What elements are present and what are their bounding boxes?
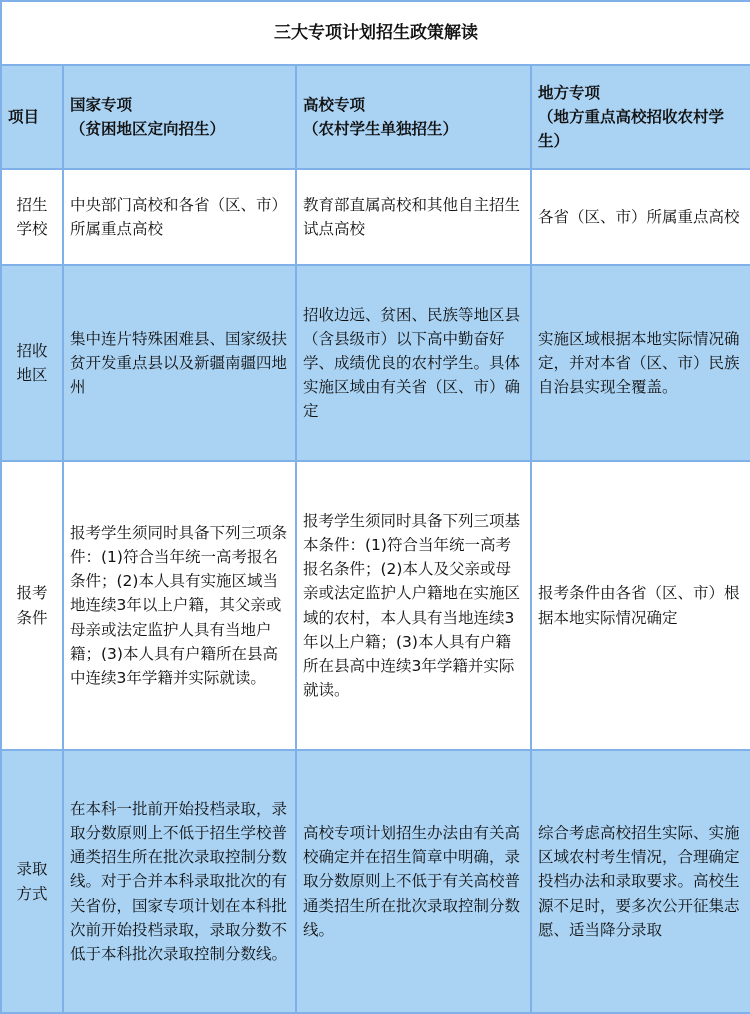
header-item-text: 项目 [8, 107, 40, 126]
table-row [1, 169, 750, 265]
cell-national: 报考学生须同时具备下列三项条件：(1)符合当年统一高考报名条件；(2)本人具有实施区域当地连续3年以上户籍，其父亲或母亲或法定监护人具有当地户籍；(3)本人具有户籍所在县高中连续3年学籍并实际就读。 [63, 461, 296, 750]
cell-national: 中央部门高校和各省（区、市）所属重点高校 [63, 169, 296, 265]
cell-local: 综合考虑高校招生实际、实施区域农村考生情况，合理确定投档办法和录取要求。高校生源不足时，要多次公开征集志愿、适当降分录取 [531, 750, 750, 1013]
cell-local: 各省（区、市）所属重点高校 [531, 169, 750, 265]
cell-college: 教育部直属高校和其他自主招生试点高校 [296, 169, 531, 265]
cell-college: 招收边远、贫困、民族等地区县（含县级市）以下高中勤奋好学、成绩优良的农村学生。具体实施区域由有关省（区、市）确定 [296, 265, 531, 461]
cell-national: 在本科一批前开始投档录取，录取分数原则上不低于招生学校普通类招生所在批次录取控制分数线。对于合并本科录取批次的有关省份，国家专项计划在本科批次前开始投档录取，录取分数不低于本科批次录取控制分数线。 [63, 750, 296, 1013]
cell-college: 报考学生须同时具备下列三项基本条件：(1)符合当年统一高考报名条件；(2)本人及父亲或母亲或法定监护人户籍地在实施区域的农村，本人具有当地连续3年以上户籍；(3)本人具有户籍所在县高中连续3年学籍并实际就读。 [296, 461, 531, 750]
table-title: 三大专项计划招生政策解读 [1, 1, 750, 65]
header-national-text: 国家专项 （贫困地区定向招生） [70, 95, 226, 138]
header-college [296, 65, 531, 169]
row-label: 录取 方式 [1, 750, 63, 1013]
table-row [1, 750, 750, 1013]
header-national [63, 65, 296, 169]
cell-college: 高校专项计划招生办法由有关高校确定并在招生简章中明确，录取分数原则上不低于有关高校普通类招生所在批次录取控制分数线。 [296, 750, 531, 1013]
cell-local: 实施区域根据本地实际情况确定，并对本省（区、市）民族自治县实现全覆盖。 [531, 265, 750, 461]
cell-national: 集中连片特殊困难县、国家级扶贫开发重点县以及新疆南疆四地州 [63, 265, 296, 461]
table-row [1, 265, 750, 461]
row-label: 招收 地区 [1, 265, 63, 461]
table-row [1, 461, 750, 750]
cell-local: 报考条件由各省（区、市）根据本地实际情况确定 [531, 461, 750, 750]
header-local [531, 65, 750, 169]
header-local-text: 地方专项 （地方重点高校招收农村学生） [538, 83, 725, 150]
row-label: 招生 学校 [1, 169, 63, 265]
header-college-text: 高校专项 （农村学生单独招生） [303, 95, 459, 138]
row-label: 报考 条件 [1, 461, 63, 750]
header-item [1, 65, 63, 169]
